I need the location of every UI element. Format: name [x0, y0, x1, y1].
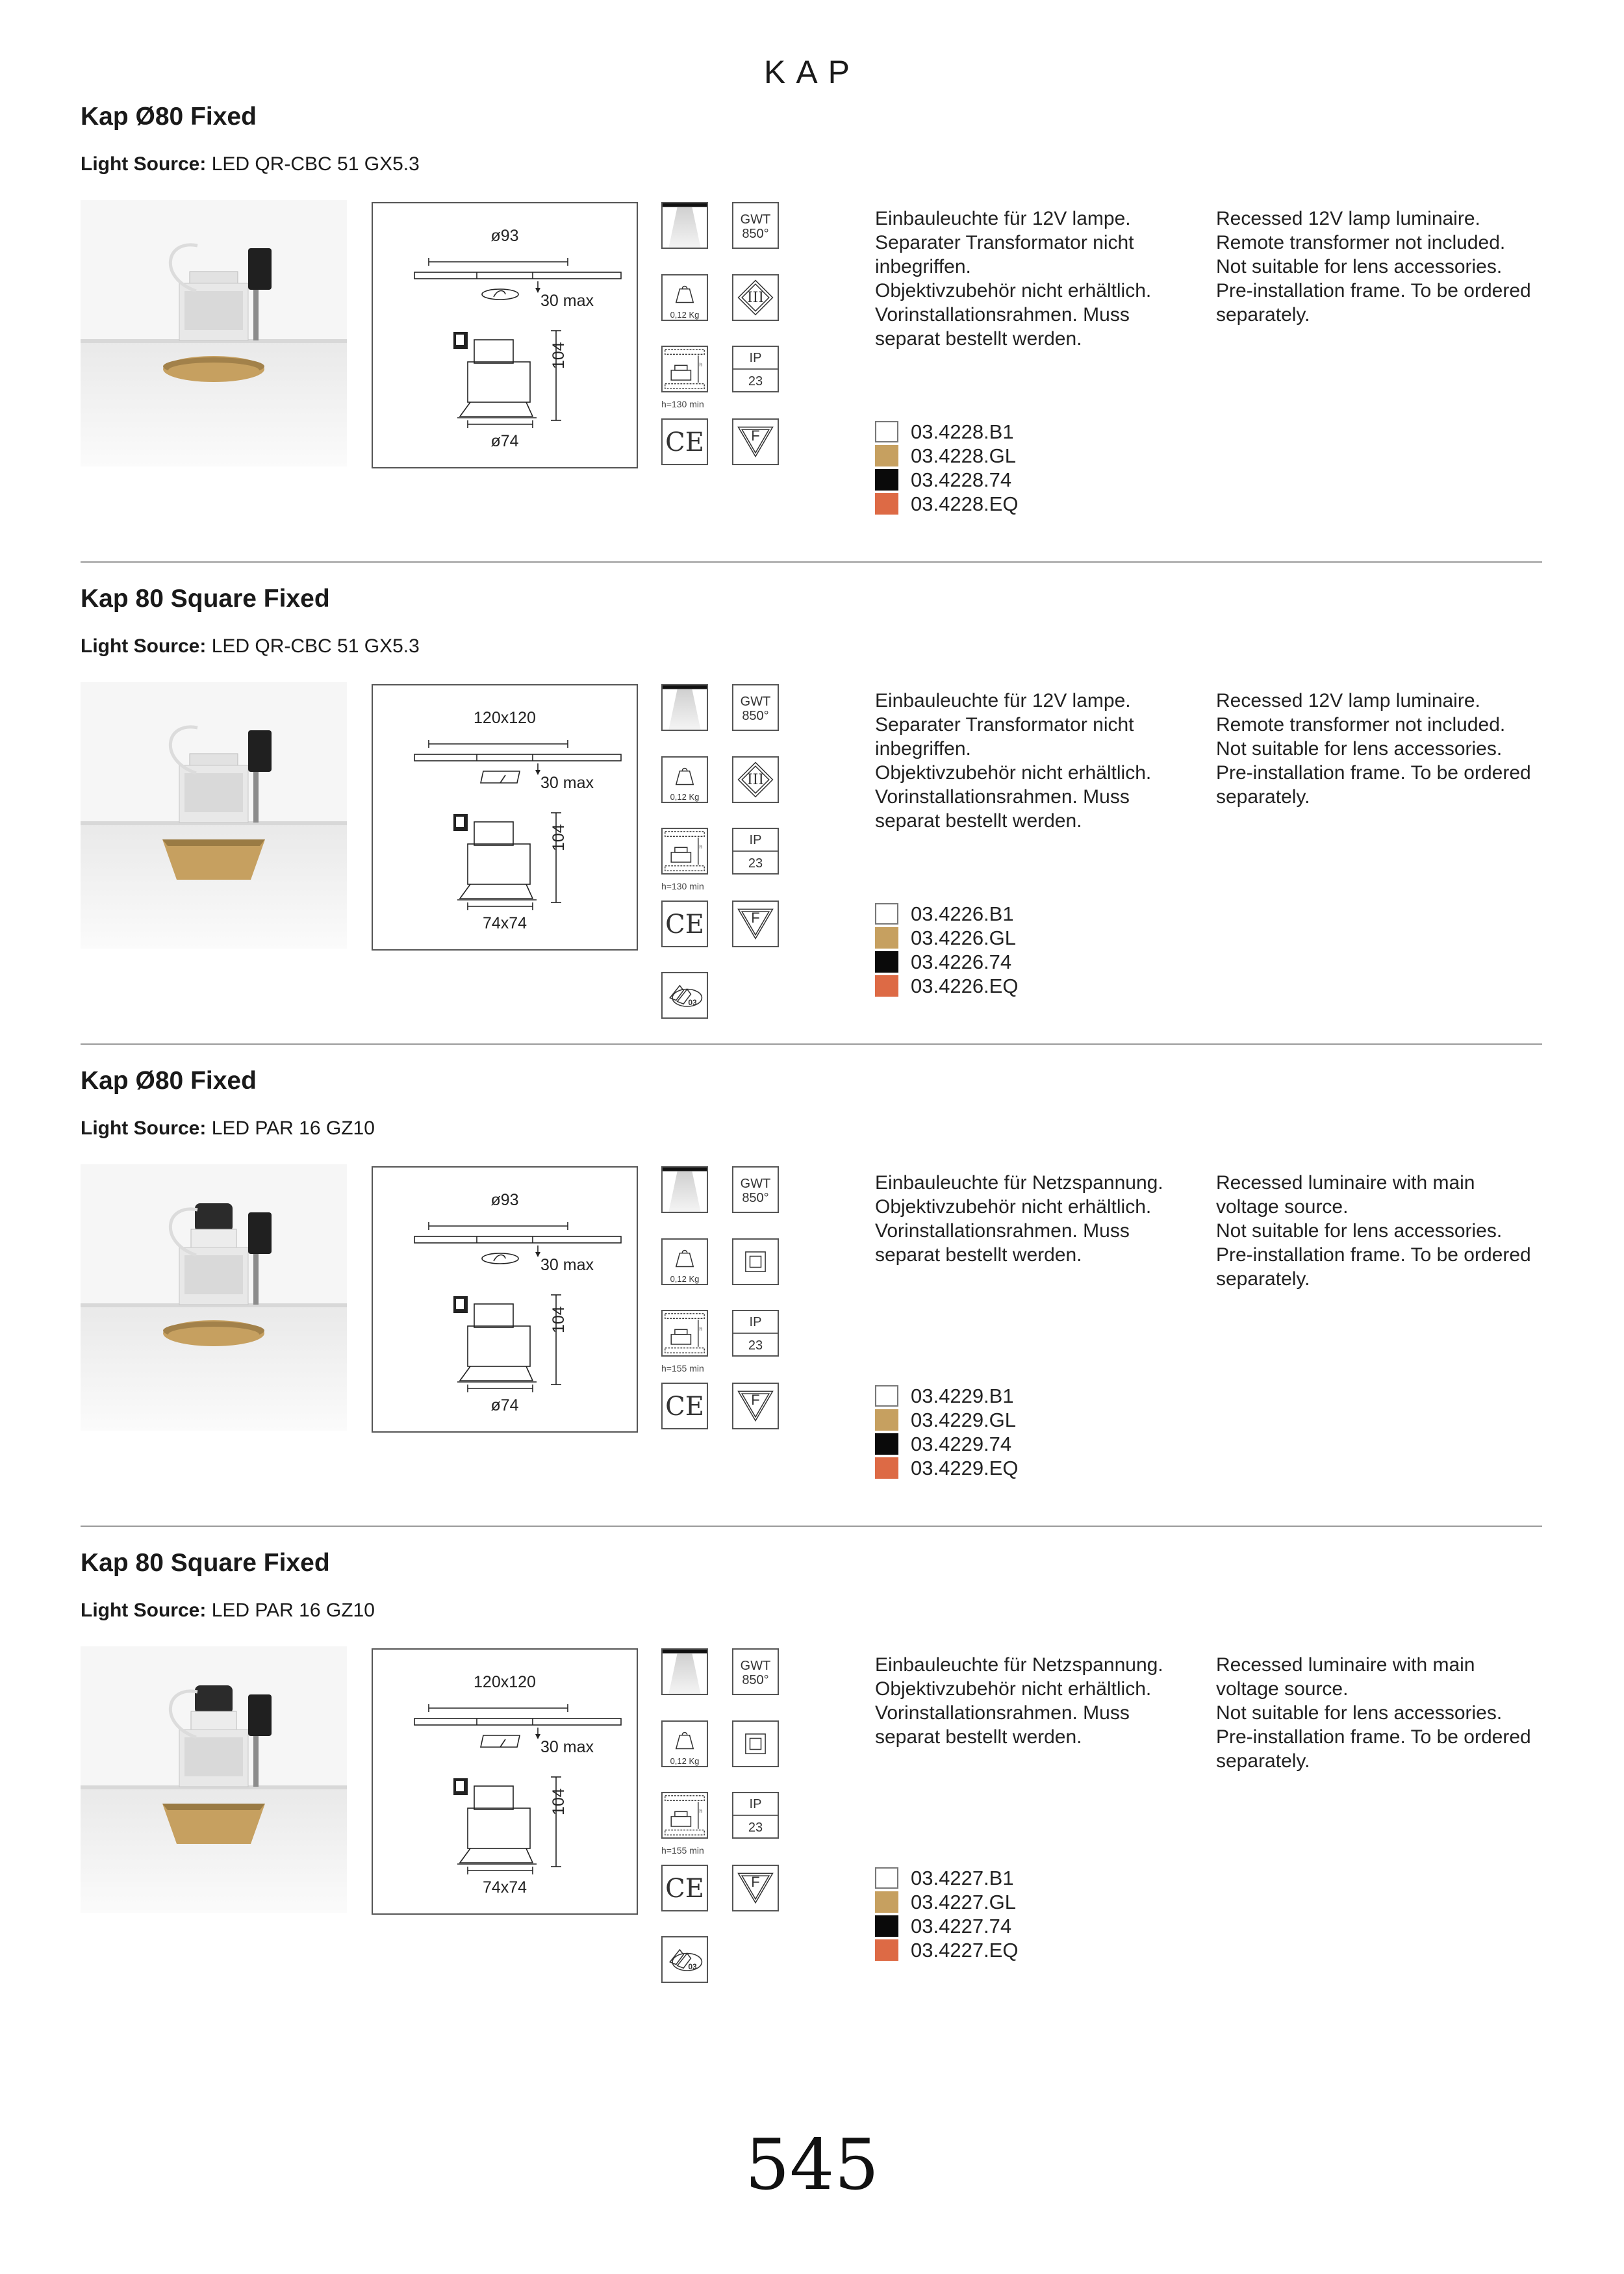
description-german [875, 1171, 1163, 1267]
description-english [1216, 1653, 1531, 1773]
description-german-line: separat bestellt werden. [875, 328, 1082, 350]
description-english-line: Not suitable for lens accessories. [1216, 256, 1503, 277]
finish-code-item [875, 1456, 1018, 1480]
finish-code: 03.4228.74 [911, 468, 1012, 491]
finish-code-item [875, 444, 1018, 468]
description-english-line: Remote transformer not included. [1216, 232, 1506, 253]
beam-icon [661, 1648, 708, 1695]
recess-height-icon [661, 346, 708, 392]
description-english-line: voltage source. [1216, 1196, 1349, 1218]
class-ii-icon [732, 1720, 779, 1767]
description-german-line: separat bestellt werden. [875, 1726, 1082, 1748]
light-source-label: Light Source: [81, 1600, 207, 1621]
finish-code: 03.4228.EQ [911, 492, 1019, 515]
ip-icon [732, 1310, 779, 1357]
finish-code: 03.4226.GL [911, 926, 1017, 949]
svg-text:h: h [699, 1325, 703, 1333]
class-ii-icon-svg [733, 1722, 778, 1766]
description-german-line: Vorinstallationsrahmen. Muss [875, 786, 1130, 808]
description-english [1216, 689, 1531, 809]
dimension-top-label: 120x120 [474, 1673, 536, 1691]
section-divider [81, 561, 1542, 563]
gwt-value: 850° [742, 227, 769, 241]
gwt-value: 850° [742, 709, 769, 723]
dimension-bottom-label: 74x74 [482, 914, 527, 932]
f-mark-label: F [751, 1392, 760, 1408]
finish-code-item [875, 492, 1018, 516]
f-mark-label: F [751, 428, 760, 444]
recess-height-icon-svg [663, 347, 707, 391]
finish-swatch [875, 1867, 898, 1889]
ip-label: IP [749, 833, 762, 847]
f-mark-icon [732, 1865, 779, 1911]
beam-icon [661, 1166, 708, 1213]
finish-swatch [875, 1891, 898, 1913]
description-german-line: Einbauleuchte für Netzspannung. [875, 1172, 1163, 1194]
light-source-line [81, 635, 420, 658]
finish-code: 03.4226.EQ [911, 975, 1019, 997]
finish-code-item [875, 420, 1018, 444]
description-german [875, 689, 1151, 833]
dimension-max-label: 30 max [540, 774, 594, 792]
section-divider [81, 1043, 1542, 1045]
description-english-line: Pre-installation frame. To be ordered [1216, 280, 1531, 301]
ip-value: 23 [748, 1338, 763, 1353]
dimension-top-label: 120x120 [474, 709, 536, 727]
dimension-max-label: 30 max [540, 1738, 594, 1756]
finish-code-list [875, 420, 1018, 516]
product-title: Kap 80 Square Fixed [81, 585, 330, 613]
ce-mark: CE [665, 428, 704, 457]
description-english-line: Pre-installation frame. To be ordered [1216, 1726, 1531, 1748]
finish-code: 03.4229.74 [911, 1433, 1012, 1455]
finish-swatch [875, 469, 898, 491]
description-english [1216, 1171, 1531, 1291]
finish-code-item [875, 974, 1018, 998]
finish-code-list [875, 1384, 1018, 1480]
certification-03-icon [661, 1936, 708, 1983]
description-german-line: separat bestellt werden. [875, 1244, 1082, 1266]
description-english-line: Not suitable for lens accessories. [1216, 1220, 1503, 1242]
description-german-line: Vorinstallationsrahmen. Muss [875, 1702, 1130, 1724]
product-title: Kap 80 Square Fixed [81, 1549, 330, 1577]
description-german-line: separat bestellt werden. [875, 810, 1082, 832]
description-english-line: Not suitable for lens accessories. [1216, 738, 1503, 760]
dimension-height-label: 104 [550, 1788, 568, 1815]
beam-icon-svg [663, 685, 707, 730]
ip-value: 23 [748, 1820, 763, 1835]
gwt-label: GWT [740, 1659, 771, 1673]
description-german [875, 207, 1151, 351]
description-english-line: voltage source. [1216, 1678, 1349, 1700]
finish-code: 03.4227.GL [911, 1891, 1017, 1913]
light-source-line [81, 1118, 375, 1140]
weight-label: 0,12 Kg [670, 792, 700, 802]
luminaire-photo-svg [81, 200, 347, 466]
finish-code: 03.4226.74 [911, 951, 1012, 973]
luminaire-photo [81, 1646, 347, 1913]
recess-height-icon [661, 1310, 708, 1357]
finish-swatch [875, 445, 898, 466]
ip-value: 23 [748, 856, 763, 871]
recess-height-icon-svg [663, 1311, 707, 1355]
light-source-label: Light Source: [81, 1118, 207, 1139]
finish-code: 03.4229.GL [911, 1409, 1017, 1431]
finish-code: 03.4229.EQ [911, 1457, 1019, 1479]
light-source-value: LED QR-CBC 51 GX5.3 [211, 635, 420, 657]
gwt-value: 850° [742, 1191, 769, 1205]
finish-swatch [875, 1915, 898, 1937]
gwt-label: GWT [740, 212, 771, 227]
description-german-line: Separater Transformator nicht [875, 232, 1134, 253]
recess-height-icon [661, 1792, 708, 1839]
finish-code: 03.4227.74 [911, 1915, 1012, 1937]
recess-height-min-label: h=130 min [661, 881, 704, 891]
f-mark-label: F [751, 910, 760, 926]
finish-code-item [875, 950, 1018, 974]
technical-drawing [372, 202, 638, 468]
description-german-line: inbegriffen. [875, 738, 971, 760]
finish-code-list [875, 902, 1018, 998]
finish-code-item [875, 1866, 1018, 1890]
technical-drawing [372, 1166, 638, 1433]
gwt-icon [732, 684, 779, 731]
ce-mark: CE [665, 1874, 704, 1904]
dimension-bottom-label: ø74 [490, 432, 519, 450]
ce-mark: CE [665, 1392, 704, 1422]
ip-label: IP [749, 1797, 762, 1811]
recess-height-min-label: h=155 min [661, 1363, 704, 1373]
description-english-line: separately. [1216, 304, 1310, 326]
f-mark-icon [732, 1383, 779, 1429]
dimension-height-label: 104 [550, 824, 568, 851]
weight-icon [661, 756, 708, 803]
ce-icon [661, 901, 708, 947]
weight-label: 0,12 Kg [670, 310, 700, 320]
certification-03-label: 03 [688, 1962, 697, 1971]
dimension-bottom-label: ø74 [490, 1396, 519, 1414]
luminaire-photo [81, 682, 347, 949]
technical-drawing [372, 1648, 638, 1915]
section-divider [81, 1526, 1542, 1527]
light-source-label: Light Source: [81, 153, 207, 175]
description-german-line: Vorinstallationsrahmen. Muss [875, 1220, 1130, 1242]
recess-height-icon-svg [663, 1793, 707, 1837]
class-ii-icon [732, 1238, 779, 1285]
description-english-line: Remote transformer not included. [1216, 714, 1506, 735]
description-german-line: Objektivzubehör nicht erhältlich. [875, 1196, 1152, 1218]
finish-swatch [875, 1409, 898, 1431]
light-source-value: LED PAR 16 GZ10 [211, 1600, 375, 1621]
finish-code-list [875, 1866, 1018, 1962]
finish-code: 03.4226.B1 [911, 902, 1014, 925]
description-german-line: Vorinstallationsrahmen. Muss [875, 304, 1130, 326]
beam-icon [661, 684, 708, 731]
weight-label: 0,12 Kg [670, 1274, 700, 1284]
product-title: Kap Ø80 Fixed [81, 1067, 257, 1095]
luminaire-photo [81, 1164, 347, 1431]
ip-icon [732, 346, 779, 392]
finish-swatch [875, 1385, 898, 1407]
gwt-label: GWT [740, 695, 771, 709]
description-german-line: Einbauleuchte für 12V lampe. [875, 690, 1131, 711]
ip-label: IP [749, 1315, 762, 1329]
recess-height-icon [661, 828, 708, 875]
finish-code: 03.4227.EQ [911, 1939, 1019, 1961]
product-section [0, 585, 1624, 1066]
ip-icon [732, 828, 779, 875]
beam-icon-svg [663, 1168, 707, 1212]
certification-03-icon [661, 972, 708, 1019]
light-source-value: LED PAR 16 GZ10 [211, 1118, 375, 1139]
finish-code-item [875, 1890, 1018, 1914]
description-english-line: Recessed 12V lamp luminaire. [1216, 208, 1480, 229]
finish-swatch [875, 975, 898, 997]
finish-code-item [875, 1938, 1018, 1962]
dimension-height-label: 104 [550, 342, 568, 369]
luminaire-photo-svg [81, 1164, 347, 1431]
luminaire-photo [81, 200, 347, 466]
svg-text:h: h [699, 843, 703, 850]
technical-drawing [372, 684, 638, 951]
finish-swatch [875, 493, 898, 515]
description-english-line: Recessed luminaire with main [1216, 1172, 1475, 1194]
finish-swatch [875, 1433, 898, 1455]
finish-code-item [875, 1384, 1018, 1408]
description-english-line: Pre-installation frame. To be ordered [1216, 1244, 1531, 1266]
product-section [0, 103, 1624, 583]
ip-icon [732, 1792, 779, 1839]
gwt-icon [732, 1648, 779, 1695]
dimension-bottom-label: 74x74 [482, 1878, 527, 1897]
certification-03-label: 03 [688, 998, 697, 1007]
recess-height-min-label: h=130 min [661, 399, 704, 409]
page-number: 545 [744, 2125, 880, 2206]
luminaire-photo-svg [81, 682, 347, 949]
finish-swatch [875, 1457, 898, 1479]
product-section [0, 1549, 1624, 2030]
description-german-line: Separater Transformator nicht [875, 714, 1134, 735]
finish-code: 03.4228.GL [911, 444, 1017, 467]
ce-mark: CE [665, 910, 704, 939]
finish-swatch [875, 903, 898, 925]
finish-swatch [875, 1939, 898, 1961]
description-german-line: Einbauleuchte für 12V lampe. [875, 208, 1131, 229]
finish-code-item [875, 902, 1018, 926]
description-german [875, 1653, 1163, 1749]
description-english-line: Recessed 12V lamp luminaire. [1216, 690, 1480, 711]
f-mark-icon [732, 901, 779, 947]
ce-icon [661, 1383, 708, 1429]
finish-swatch [875, 421, 898, 442]
description-german-line: Objektivzubehör nicht erhältlich. [875, 280, 1152, 301]
brand-header: KAP [763, 54, 861, 90]
weight-icon [661, 1720, 708, 1767]
light-source-line [81, 1600, 375, 1622]
description-english-line: Recessed luminaire with main [1216, 1654, 1475, 1676]
dimension-top-label: ø93 [490, 227, 519, 245]
description-english-line: Not suitable for lens accessories. [1216, 1702, 1503, 1724]
beam-icon-svg [663, 1650, 707, 1694]
description-german-line: Objektivzubehör nicht erhältlich. [875, 762, 1152, 784]
luminaire-photo-svg [81, 1646, 347, 1913]
description-english [1216, 207, 1531, 327]
product-section [0, 1067, 1624, 1548]
finish-code-item [875, 468, 1018, 492]
finish-swatch [875, 951, 898, 973]
ce-icon [661, 418, 708, 465]
finish-code: 03.4228.B1 [911, 420, 1014, 443]
finish-code-item [875, 1914, 1018, 1938]
description-english-line: separately. [1216, 1268, 1310, 1290]
svg-text:h: h [699, 361, 703, 368]
finish-code-item [875, 1408, 1018, 1432]
finish-swatch [875, 927, 898, 949]
beam-icon [661, 202, 708, 249]
description-german-line: Einbauleuchte für Netzspannung. [875, 1654, 1163, 1676]
finish-code-item [875, 1432, 1018, 1456]
gwt-icon [732, 1166, 779, 1213]
dimension-max-label: 30 max [540, 1256, 594, 1274]
class-iii-label: III [746, 772, 765, 788]
light-source-value: LED QR-CBC 51 GX5.3 [211, 153, 420, 175]
gwt-icon [732, 202, 779, 249]
recess-height-icon-svg [663, 829, 707, 873]
class-iii-icon [732, 274, 779, 321]
recess-height-min-label: h=155 min [661, 1845, 704, 1856]
description-german-line: inbegriffen. [875, 256, 971, 277]
description-german-line: Objektivzubehör nicht erhältlich. [875, 1678, 1152, 1700]
gwt-value: 850° [742, 1673, 769, 1687]
ip-label: IP [749, 351, 762, 365]
product-title: Kap Ø80 Fixed [81, 103, 257, 131]
light-source-label: Light Source: [81, 635, 207, 657]
f-mark-label: F [751, 1874, 760, 1890]
finish-code: 03.4229.B1 [911, 1385, 1014, 1407]
description-english-line: separately. [1216, 1750, 1310, 1772]
ce-icon [661, 1865, 708, 1911]
finish-code: 03.4227.B1 [911, 1867, 1014, 1889]
gwt-label: GWT [740, 1177, 771, 1191]
beam-icon-svg [663, 203, 707, 248]
description-english-line: Pre-installation frame. To be ordered [1216, 762, 1531, 784]
description-english-line: separately. [1216, 786, 1310, 808]
weight-label: 0,12 Kg [670, 1756, 700, 1766]
dimension-height-label: 104 [550, 1306, 568, 1333]
f-mark-icon [732, 418, 779, 465]
dimension-top-label: ø93 [490, 1191, 519, 1209]
weight-icon [661, 274, 708, 321]
class-ii-icon-svg [733, 1240, 778, 1284]
svg-text:h: h [699, 1808, 703, 1815]
weight-icon [661, 1238, 708, 1285]
class-iii-label: III [746, 290, 765, 306]
finish-code-item [875, 926, 1018, 950]
dimension-max-label: 30 max [540, 292, 594, 310]
light-source-line [81, 153, 420, 175]
class-iii-icon [732, 756, 779, 803]
ip-value: 23 [748, 374, 763, 389]
